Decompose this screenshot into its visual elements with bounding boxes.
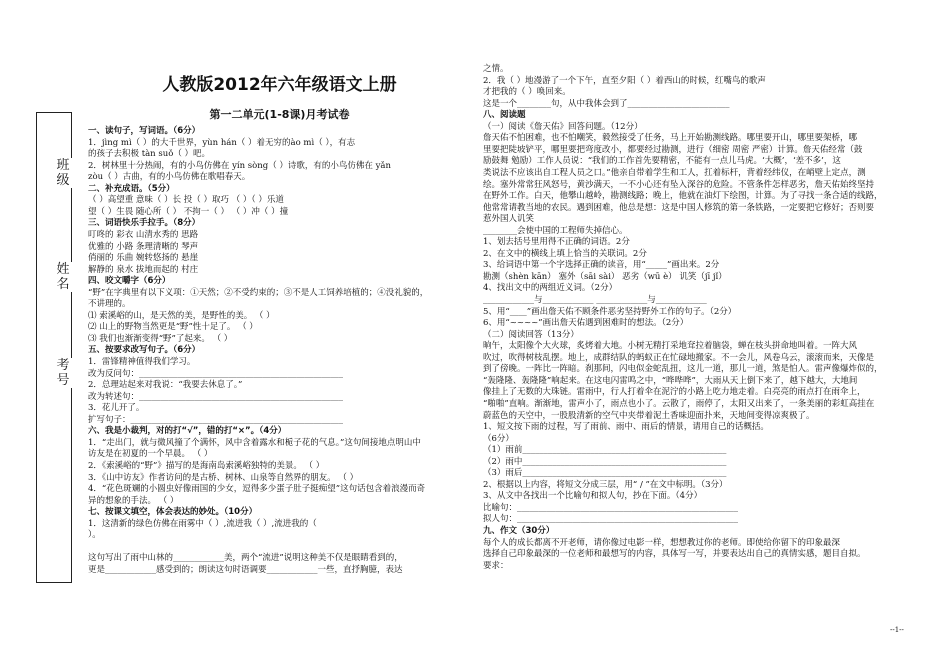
text-line: 解静的 泉水 拔地而起的 村庄 [88,264,199,275]
exam-subtitle: 第一二单元(1-8课)月考试卷 [209,108,350,121]
section-heading: 五、按要求改写句子。（6分） [88,345,201,356]
text-line: 他常常请教当地的农民。遇到困难，他总是想：这是中国人修筑的第一条铁路，一定要把它修好；否则要 [483,202,875,213]
text-line: 5、用“____”画出詹天佑不顾条件恶劣坚持野外工作的句子。（2分） [483,306,737,317]
text-line: 扩写句子：__________________________________________________ [88,414,344,425]
text-line: 选择自己印象最深的一位老师和最想写的内容，具体写一写，并要表达出自己的真情实感，题目自拟。 [483,549,866,560]
text-line: 勘测（shèn kān） 塞外（sāi sài） 恶劣（wū è） 讥笑（jī jǐ） [483,271,727,282]
name-label: 姓 名 [52,262,74,292]
text-line: 到了傍晚。一阵比一阵暗。刹那间，闪电似金蛇乱扭，这儿一道，那儿一道，煞是怕人。雷声像爆炸似的， [483,364,883,375]
text-line: ⑴ 索溪峪的山，是天然的美，是野性的美。 （ ） [88,310,275,321]
section-heading: 八、阅读题 [483,110,526,121]
text-line: ）。 [88,530,101,541]
text-line: 里要把陡坡铲平，哪里要把弯度改小，都要经过勘测，进行（细密 周密 严密）计算。詹天佑经常（鼓 [483,144,863,155]
text-line: （二）阅读回答（13分） [483,329,579,340]
text-line: 2．《索溪峪的“野”》描写的是海南岛索溪峪独特的美景。 （ ） [88,460,325,471]
text-line: zòu（ ）古曲，有的小鸟仿佛在歌唱春天。 [88,172,251,183]
exam-number-label: 考 号 [52,358,74,388]
text-line: （2）雨中________________________________________________ [483,456,727,467]
section-heading: 二、补充成语。（5分） [88,183,175,194]
text-line: 3、给词语中第一个字选择正确的读音，用“_____”画出来。2分 [483,260,720,271]
text-line: 4．“花色斑斓的小圆虫好像雨国的少女，逗得多少蛋子肚子挺痴望”这句话包含着浪漫而奇 [88,484,426,495]
text-line: ⑶ 我们也渐渐变得“野”了起来。 （ ） [88,333,233,344]
text-line: 1、划去括号里用得不正确的词语。2分 [483,237,630,248]
text-line: “啪啪”直响。渐渐地，雷声小了，雨点也小了。云散了，雨停了，太阳又出来了，一条美丽的彩虹高挂在 [483,398,875,409]
text-line: 不讲理的。 [88,299,131,310]
text-line: 吹过，吹得树枝乱摆。地上，成群结队的蚂蚁正在忙碌地搬家。不一会儿，风卷乌云，滚滚而来，天像是 [483,352,875,363]
text-line: 比喻句：____________________________________________________ [483,502,739,513]
margin-tick [36,112,72,113]
text-line: 更是____________感受到的；朗读这句时语调要____________一些，直抒胸臆，表达 [88,564,403,575]
text-line: 2、根据以上内容，将短文分成三层，用“ / ”在文中标明。（3分） [483,479,728,490]
text-line: 望（ ）生畏 随心所（ ） 不拘一（ ） （ ）冲（ ）撞 [88,206,289,217]
text-line: 1．“走出门，就与微风撞了个满怀，风中含着露水和栀子花的气息。”这句间接地点明山中 [88,437,421,448]
text-line: 这是一个________句，从中我体会到了________________________ [483,98,730,109]
text-line: 在野外工作。白天，他攀山越岭，勘测线路；晚上，他就在油灯下绘图，计算。为了寻找一条合适的线路， [483,191,883,202]
text-line: 1．这清新的绿色仿佛在雨雾中（ ）,流进我（ ）,流进我的（ [88,518,317,529]
text-line: 1．jìng mì（ ）的大千世界，yùn hán（ ）着无穷的ào mì（ ），有志 [88,137,356,148]
text-line: ____________与____________ ____________与____________ [483,295,707,305]
section-heading: 四、咬文嚼字（6分） [88,276,171,287]
text-line: 访友是在初夏的一个早晨。 （ ） [88,449,213,460]
section-heading: 九、作文（30分） [483,526,555,536]
section-heading: 三、词语快乐手拉手。（8分） [88,218,201,229]
text-line: 改为转述句：________________________________________________ [88,391,344,402]
text-line: 俏丽的 乐曲 婉转悠扬的 悬崖 [88,253,199,264]
text-line: 6、用“~~~~”画出詹天佑遇到困难时的想法。（2分） [483,318,689,329]
section-heading: 一、读句子，写词语。（6分） [88,126,201,136]
text-line: 励鼓舞 勉励）工作人员说：“我们的工作首先要精密，不能有一点儿马虎。‘大概’，‘差不多’，这 [483,156,841,167]
text-line: 2．我（ ）地漫游了一个下午，直至夕阳（ ）着西山的时候，红嘴鸟的歌声 [483,75,766,86]
text-line: 1．雷锋精神值得我们学习。 [88,357,196,367]
text-line: 改为反问句：________________________________________________ [88,368,344,379]
text-line: 3．《山中访友》作者访问的是古桥、树林、山泉等自然界的朋友。 （ ） [88,472,359,483]
section-heading: 七、按课文填空，体会表达的妙处。（10分） [88,507,258,518]
text-line: 詹天佑不怕困难，也不怕嘲笑，毅然接受了任务，马上开始勘测线路。哪里要开山，哪里要架桥，哪 [483,133,858,144]
text-line: 蔚蓝色的天空中，一股股清新的空气中夹带着泥土香味迎面扑来，天地间变得凉爽极了。 [483,410,815,421]
text-line: ________会使中国的工程师失掉信心。 [483,225,628,236]
text-line: 每个人的成长都离不开老师，请你像过电影一样，想想教过你的老师。即使给你留下的印象最深 [483,537,841,548]
text-line: 绘。塞外常常狂风怒号，黄沙满天，一不小心还有坠入深谷的危险。不管条件怎样恶劣，詹天佑始终坚持 [483,179,875,190]
text-line: 晌午，太阳像个大火球，炙烤着大地。小树无精打采地耷拉着脑袋，蝉在枝头拼命地叫着。一阵大风 [483,341,858,352]
text-line: 2．总理站起来对我说：“我要去休息了。” [88,380,243,391]
text-line: 4、找出文中的两组近义词。（2分） [483,283,618,294]
text-line: 要求： [483,560,509,571]
text-line: （ ）高望重 意味（ ）长 投（ ）取巧 （ ）（ ）乐道 [88,195,284,206]
text-line: （1）雨前________________________________________________ [483,445,727,456]
margin-line-outer [36,112,37,582]
text-line: （3）雨后________________________________________________ [483,468,727,479]
text-line: 这句写出了雨中山林的____________美，两个“流进”说明这种美不仅是眼睛看到的， [88,553,403,564]
class-label: 班 级 [52,158,74,188]
text-line: 3．花儿开了。 [88,403,145,414]
text-line: 拟人句：____________________________________________________ [483,514,739,525]
text-line: 叮咚的 彩衣 山清水秀的 思路 [88,229,199,240]
text-line: 惹外国人讥笑 [483,214,535,225]
text-line: 才把我的（ ）唤回来。 [483,87,571,98]
text-line: 之情。 [483,64,509,74]
section-heading: 六、我是小裁判，对的打“√”，错的打“×”。（4分） [88,426,287,437]
text-line: 像挂上了无数的大珠链。雷雨中，行人打着伞在泥泞的小路上吃力地走着。白亮亮的雨点打在雨伞上， [483,387,866,398]
page-number: --1-- [890,626,904,634]
text-line: 异的想象的手法。 （ ） [88,495,179,506]
text-line: （6分） [483,433,514,444]
text-line: “轰隆隆、轰隆隆”响起来。在这电闪雷鸣之中，“哗哗哗”，大雨从天上倒下来了，越下越大，大地间 [483,375,858,386]
margin-tick [36,582,72,583]
text-line: 类说法不应该出自工程人员之口。”他亲自带着学生和工人，扛着标杆，背着经纬仪，在峭壁上定点，测 [483,167,866,178]
text-line: “野”在字典里有以下义项：①天然；②不受约束的；③不是人工饲养培植的；④没礼貌的， [88,287,429,298]
text-line: ⑵ 山上的野物当然更是“野”性十足了。 （ ） [88,322,258,333]
text-line: 的孩子去积极 tàn suǒ（ ）吧。 [88,149,211,160]
exam-title: 人教版2012年六年级语文上册 [162,75,397,95]
text-line: 3、从文中各找出一个比喻句和拟人句，抄在下面。（4分） [483,491,703,502]
text-line: 2．树林里十分热闹，有的小鸟仿佛在 yín sòng（ ）诗歌，有的小鸟仿佛在 yǎn [88,160,391,171]
text-line: 优雅的 小路 条理清晰的 琴声 [88,241,199,252]
text-line: 2、在文中的横线上填上恰当的关联词。2分 [483,248,647,259]
text-line: 1、短文按下雨的过程，写了雨前、雨中、雨后的情景，请用自己的话概括。 [483,422,769,433]
text-line: （一）阅读《詹天佑》回答问题。（12分） [483,121,643,132]
